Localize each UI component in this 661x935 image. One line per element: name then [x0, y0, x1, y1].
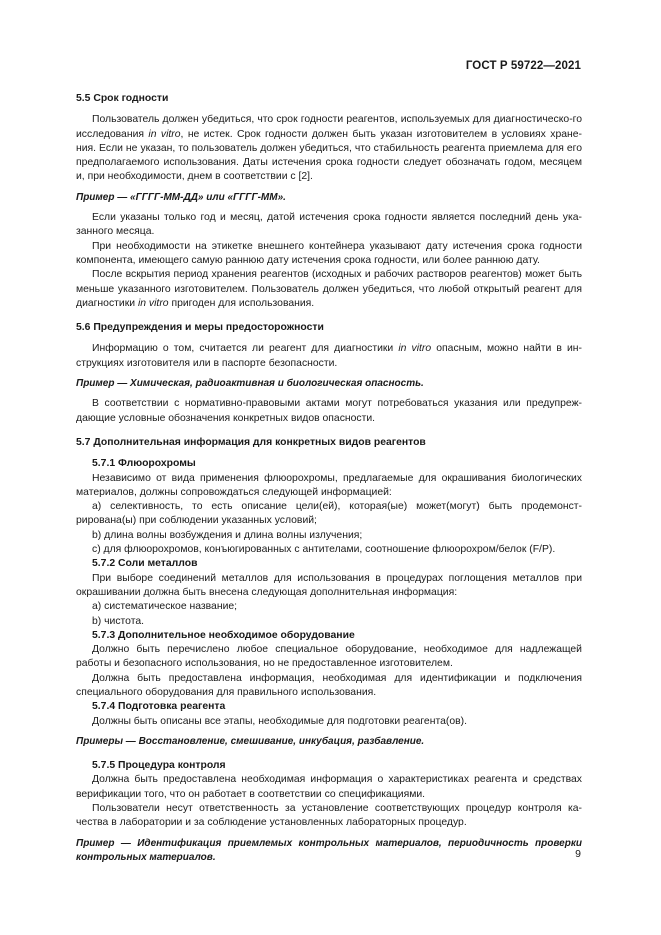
section-5-7-4-title: 5.7.4 Подготовка реагента [92, 701, 226, 713]
section-5-7-1-title: 5.7.1 Флюорохромы [92, 458, 196, 470]
section-5-6-title: 5.6 Предупреждения и меры предосторожности [76, 322, 324, 334]
section-5-7-3-title: 5.7.3 Дополнительное необходимое оборудование [92, 629, 355, 641]
section-5-5-paragraph-3: При необходимости на этикетке внешнего контейнера указывают дату истечения срока годности компонента, имеющего самую раннюю дату истечения срока годности, или более раннюю дату. [76, 240, 582, 266]
section-5-5-title: 5.5 Срок годности [76, 93, 169, 104]
section-5-7-3-paragraph-2: Должна быть предоставлена информация, необходимая для идентификации и подключения специального оборудования для правильного использования. [76, 672, 582, 698]
section-5-7-1-item-a: a) селективность, то есть описание цели(ей), которая(ые) может(могут) быть продемонст-рирована(ы) при соблюдении указанных условий; [76, 501, 582, 527]
section-5-7-1-paragraph-1: Независимо от вида применения флюорохромы, предлагаемые для окрашивания биологических материалов, должны сопровождаться следующей информацией: [76, 472, 582, 498]
section-5-7-2-item-a: a) систематическое название; [92, 601, 238, 613]
page-number: 9 [575, 848, 581, 860]
section-5-5-paragraph-2: Если указаны только год и месяц, датой истечения срока годности является последний день ука-занного месяца. [76, 212, 582, 238]
section-5-7-1-item-b: b) длина волны возбуждения и длина волны излучения; [92, 529, 363, 541]
section-5-7-4-paragraph-1: Должны быть описаны все этапы, необходимые для подготовки реагента(ов). [92, 715, 467, 727]
section-5-5-example: Пример — «ГГГГ-ММ-ДД» или «ГГГГ-ММ». [76, 191, 286, 203]
page-content [76, 92, 582, 865]
section-5-7-5-title: 5.7.5 Процедура контроля [92, 760, 226, 772]
section-5-7-1-item-c: c) для флюорохромов, конъюгированных с антителами, соотношение флюорохром/белок (F/P). [92, 544, 556, 556]
section-5-7-4-example: Примеры — Восстановление, смешивание, инкубация, разбавление. [76, 735, 425, 747]
section-5-6-paragraph-1: Информацию о том, считается ли реагент для диагностики in vitro опасным, можно найти в ин-струкциях изготовителя или в паспорте безопасности. [76, 343, 583, 369]
section-5-7-2-item-b: b) чистота. [92, 615, 145, 627]
section-5-7-5-example: Пример — Идентификация приемлемых контрольных материалов, периодичность проверки контрольных материалов. [76, 837, 582, 863]
section-5-7-5-paragraph-1: Должна быть предоставлена необходимая информация о характеристиках реагента и средствах верификации того, что он работает в соответствии со спецификациями. [76, 774, 582, 800]
standard-designation: ГОСТ Р 59722—2021 [465, 60, 581, 72]
section-5-7-2-title: 5.7.2 Соли металлов [92, 558, 198, 570]
section-5-6-example: Пример — Химическая, радиоактивная и биологическая опасность. [76, 378, 424, 390]
section-5-7-title: 5.7 Дополнительная информация для конкретных видов реагентов [76, 436, 426, 448]
section-5-5-paragraph-4: После вскрытия период хранения реагентов (исходных и рабочих растворов реагентов) может быть меньше указанного изготовителем. Пользователь должен убедиться, что любой открытый реагент для диагностики in vitro пригоден для использования. [76, 269, 582, 309]
section-5-7-3-paragraph-1: Должно быть перечислено любое специальное оборудование, необходимое для надлежащей работы и безопасного использования, но не предоставленное изготовителем. [76, 644, 582, 670]
section-5-6-paragraph-2: В соответствии с нормативно-правовыми актами могут потребоваться указания или предупреж-дающие условные обозначения конкретных видов опасности. [76, 398, 582, 424]
section-5-7-5-paragraph-2: Пользователи несут ответственность за установление соответствующих процедур контроля ка-чества в лаборатории и за соблюдение установленных лабораторных процедур. [76, 803, 582, 829]
section-5-5-paragraph-1: Пользователь должен убедиться, что срок годности реагентов, используемых для диагностическо-го исследования in vitro, не истек. Срок годности должен быть указан изготовителем в условиях хране-ния. Если не указан, то пользователь должен убедиться, что стабильность реагента приемлема для его предполагаемого использования. Даты истечения срока годности следует обозначать годом, месяцем и, при необходимости, днем в соответствии с [2]. [76, 114, 582, 183]
section-5-7-2-paragraph-1: При выборе соединений металлов для использования в процедурах поглощения металлов при окрашивании должна быть внесена следующая дополнительная информация: [76, 572, 582, 598]
